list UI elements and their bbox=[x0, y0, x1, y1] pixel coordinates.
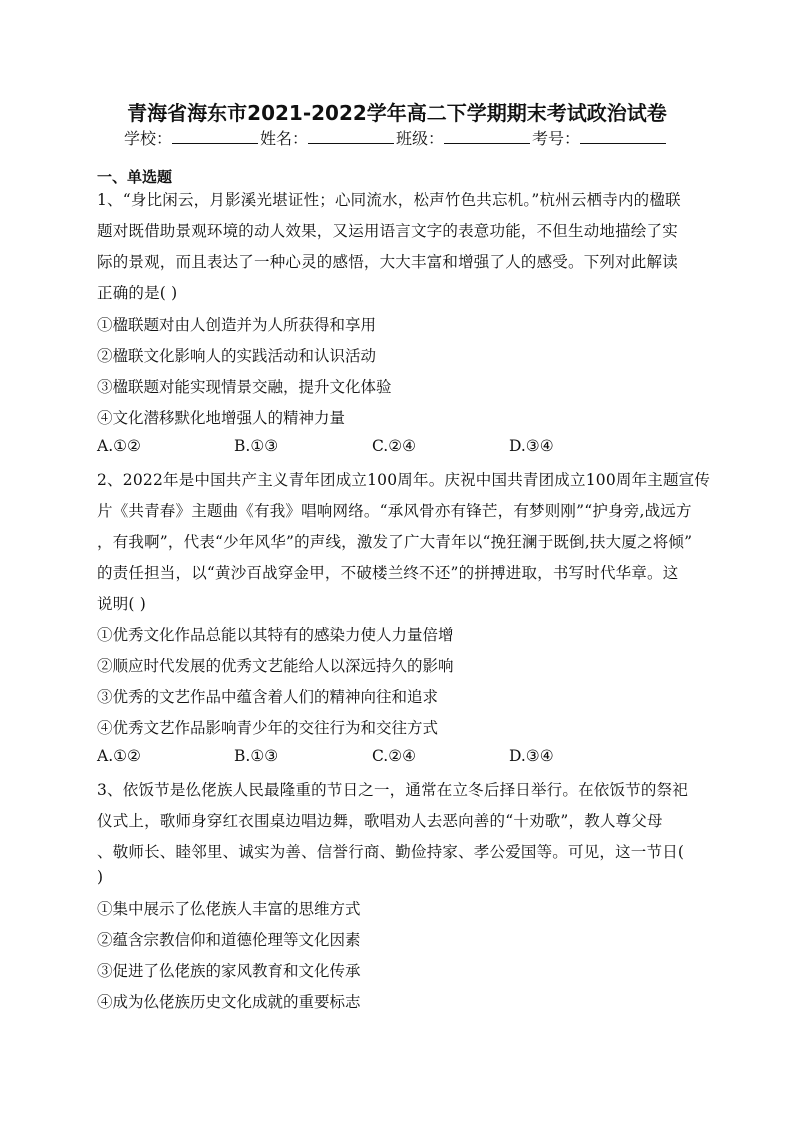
class-label: 班级： bbox=[396, 129, 445, 148]
q2-option-a: A.①② bbox=[97, 747, 141, 765]
q3-line: 仪式上，歌师身穿红衣围桌边唱边舞，歌唱劝人去恶向善的“十劝歌”，教人尊父母 bbox=[97, 812, 663, 830]
class-blank bbox=[444, 127, 530, 144]
q2-statement: ②顺应时代发展的优秀文艺能给人以深远持久的影响 bbox=[97, 657, 454, 675]
q3-statement: ②蕴含宗教信仰和道德伦理等文化因素 bbox=[97, 931, 361, 949]
q2-line: ，有我啊”，代表“少年风华”的声线，激发了广大青年以“挽狂澜于既倒,扶大厦之将倾” bbox=[97, 533, 693, 551]
q1-option-b: B.①③ bbox=[234, 437, 279, 455]
q2-line: 片《共青春》主题曲《有我》唱响网络。“承风骨亦有锋芒，有梦则刚”“护身旁,战远方 bbox=[97, 502, 692, 520]
q1-statement: ③楹联题对能实现情景交融，提升文化体验 bbox=[97, 378, 392, 396]
q3-statement: ①集中展示了仫佬族人丰富的思维方式 bbox=[97, 900, 361, 918]
q1-line: 题对既借助景观环境的动人效果，又运用语言文字的表意功能，不但生动地描绘了实 bbox=[97, 222, 678, 240]
q1-option-a: A.①② bbox=[97, 437, 141, 455]
q1-option-c: C.②④ bbox=[372, 437, 417, 455]
q2-line: 的责任担当，以“黄沙百战穿金甲，不破楼兰终不还”的拼搏进取，书写时代华章。这 bbox=[97, 564, 679, 582]
number-blank bbox=[580, 127, 666, 144]
page-title: 青海省海东市2021-2022学年高二下学期期末考试政治试卷 bbox=[127, 101, 667, 125]
q2-option-b: B.①③ bbox=[234, 747, 279, 765]
student-info-row bbox=[124, 126, 684, 149]
q2-line: 2、2022年是中国共产主义青年团成立100周年。庆祝中国共青团成立100周年主题宣传 bbox=[97, 471, 711, 489]
q2-option-c: C.②④ bbox=[372, 747, 417, 765]
q1-line: 正确的是( ) bbox=[97, 284, 178, 302]
q2-statement: ①优秀文化作品总能以其特有的感染力使人力量倍增 bbox=[97, 626, 454, 644]
section-heading: 一、单选题 bbox=[97, 168, 173, 186]
q3-statement: ③促进了仫佬族的家风教育和文化传承 bbox=[97, 962, 361, 980]
name-label: 姓名： bbox=[260, 129, 309, 148]
q2-line: 说明( ) bbox=[97, 595, 147, 613]
q1-line: 1、“身比闲云，月影溪光堪证性；心同流水，松声竹色共忘机。”杭州云栖寺内的楹联 bbox=[97, 191, 681, 209]
number-label: 考号： bbox=[532, 129, 581, 148]
q1-option-d: D.③④ bbox=[509, 437, 554, 455]
q2-option-d: D.③④ bbox=[509, 747, 554, 765]
q2-statement: ③优秀的文艺作品中蕴含着人们的精神向往和追求 bbox=[97, 688, 439, 706]
q1-statement: ①楹联题对由人创造并为人所获得和享用 bbox=[97, 316, 377, 334]
q3-line: 、敬师长、睦邻里、诚实为善、信誉行商、勤俭持家、孝公爱国等。可见，这一节日( bbox=[97, 843, 685, 861]
q2-statement: ④优秀文艺作品影响青少年的交往行为和交往方式 bbox=[97, 719, 439, 737]
name-blank bbox=[308, 127, 394, 144]
q1-line: 际的景观，而且表达了一种心灵的感悟，大大丰富和增强了人的感受。下列对此解读 bbox=[97, 253, 678, 271]
q3-line: ) bbox=[97, 868, 104, 886]
q3-line: 3、依饭节是仫佬族人民最隆重的节日之一，通常在立冬后择日举行。在依饭节的祭祀 bbox=[97, 781, 688, 799]
school-blank bbox=[172, 127, 258, 144]
q1-statement: ②楹联文化影响人的实践活动和认识活动 bbox=[97, 347, 377, 365]
q1-statement: ④文化潜移默化地增强人的精神力量 bbox=[97, 409, 346, 427]
school-label: 学校： bbox=[124, 129, 173, 148]
q3-statement: ④成为仫佬族历史文化成就的重要标志 bbox=[97, 993, 361, 1011]
